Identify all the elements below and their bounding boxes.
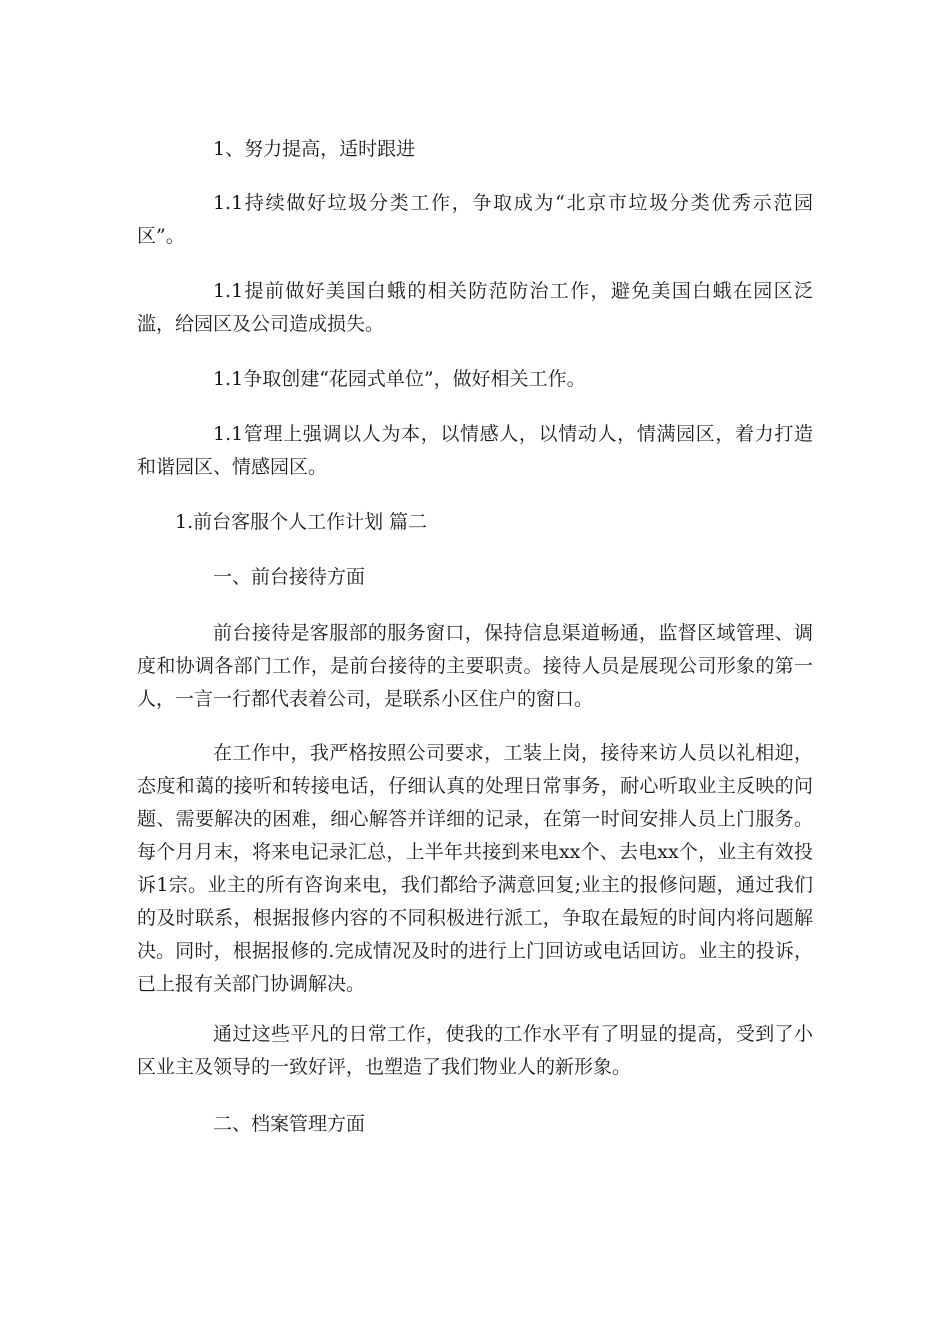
section-heading-archives: 二、档案管理方面 (213, 1113, 366, 1135)
section-heading-reception: 一、前台接待方面 (213, 566, 366, 588)
paragraph-daily-work: 在工作中，我严格按照公司要求，工装上岗，接待来访人员以礼相迎，态度和蔼的接听和转接电话，仔细认真的处理日常事务，耐心听取业主反映的问题、需要解决的困难，细心解答并详细的记录，在第一时间安排人员上门服务。每个月月末，将来电记录汇总，上半年共接到来电xx个、去电xx个，业主有效投诉1宗。业主的所有咨询来电，我们都给予满意回复;业主的报修问题，通过我们的及时联系，根据报修内容的不同积极进行派工，争取在最短的时间内将问题解决。同时，根据报修的.完成情况及时的进行上门回访或电话回访。业主的投诉，已上报有关部门协调解决。 (137, 742, 813, 995)
paragraph-improvement: 通过这些平凡的日常工作，使我的工作水平有了明显的提高，受到了小区业主及领导的一致好评，也塑造了我们物业人的新形象。 (137, 1023, 813, 1078)
paragraph-white-moth: 1.1提前做好美国白蛾的相关防范防治工作，避免美国白蛾在园区泛滥，给园区及公司造成损失。 (137, 280, 813, 335)
paragraph-people-oriented: 1.1管理上强调以人为本，以情感人，以情动人，情满园区，着力打造和谐园区、情感园区。 (137, 423, 813, 478)
paragraph-reception-duties: 前台接待是客服部的服务窗口，保持信息渠道畅通，监督区域管理、调度和协调各部门工作，是前台接待的主要职责。接待人员是展现公司形象的第一人，一言一行都代表着公司，是联系小区住户的窗口。 (137, 622, 813, 710)
paragraph-garbage-sorting: 1.1持续做好垃圾分类工作，争取成为“北京市垃圾分类优秀示范园区”。 (137, 192, 813, 247)
paragraph-garden-unit: 1.1争取创建“花园式单位”，做好相关工作。 (213, 368, 586, 390)
section-heading-effort: 1、努力提高，适时跟进 (213, 138, 416, 160)
document-heading-part-two: 1.前台客服个人工作计划 篇二 (175, 511, 428, 533)
